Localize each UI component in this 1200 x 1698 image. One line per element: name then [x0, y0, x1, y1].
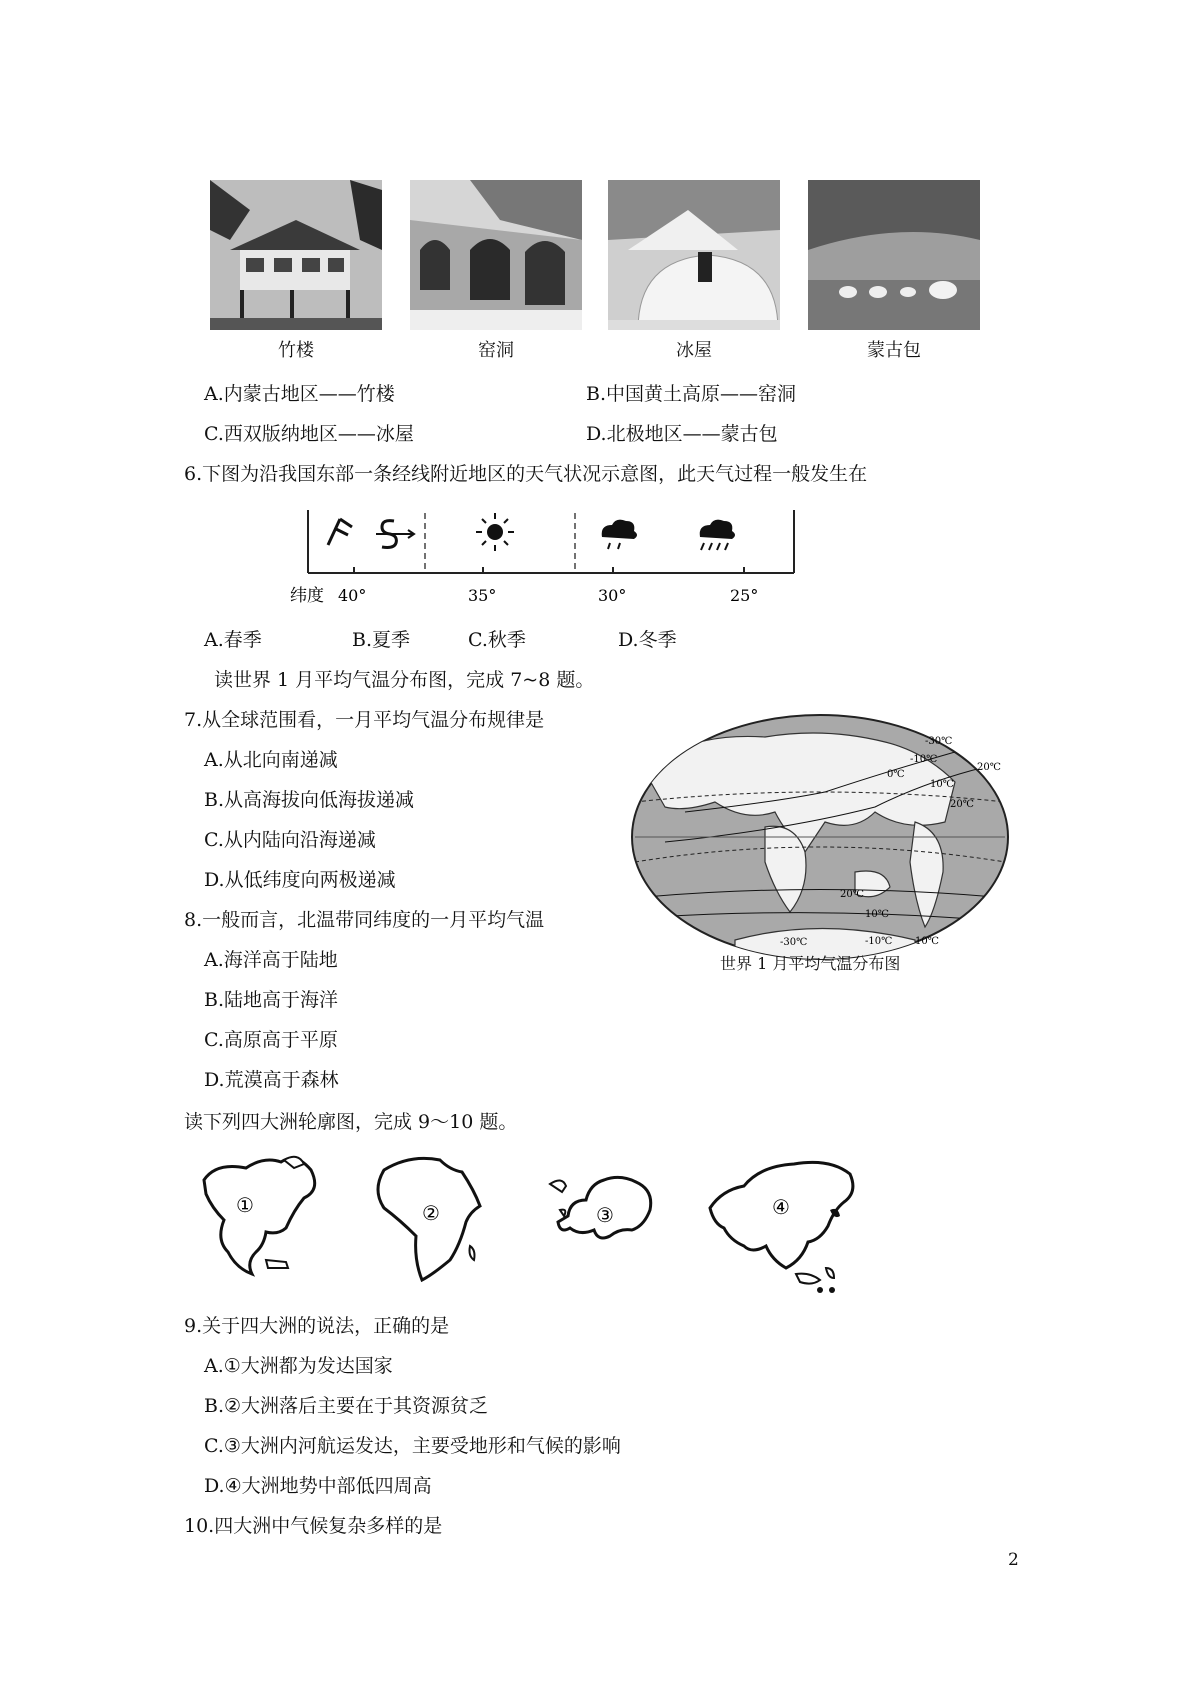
isotherm-label: 20℃: [977, 762, 1001, 773]
photo-caption: 竹楼: [278, 340, 314, 361]
q8-stem: 8.一般而言，北温带同纬度的一月平均气温: [184, 909, 545, 931]
q5-option-d: D.北极地区——蒙古包: [586, 423, 778, 445]
latitude-axis-label: 纬度: [290, 586, 324, 605]
continent-label: ②: [422, 1201, 440, 1225]
continent-label: ①: [236, 1193, 254, 1217]
q7-option-b: B.从高海拔向低海拔递减: [204, 789, 415, 811]
isotherm-label: -30℃: [925, 736, 953, 747]
isotherm-label: 10℃: [915, 936, 939, 947]
continent-label: ③: [596, 1203, 614, 1227]
q7-stem: 7.从全球范围看，一月平均气温分布规律是: [184, 709, 545, 731]
intro-q7-8: 读世界 1 月平均气温分布图，完成 7~8 题。: [214, 669, 595, 691]
q7-option-d: D.从低纬度向两极递减: [204, 869, 396, 891]
q7-option-a: A.从北向南递减: [204, 749, 338, 771]
isotherm-label: 20℃: [950, 799, 974, 810]
photo-caption: 冰屋: [676, 340, 712, 361]
page-number: 2: [1008, 1550, 1019, 1570]
weather-diagram: [290, 505, 810, 605]
cave-dwelling-photo: [410, 180, 582, 330]
intro-q9-10: 读下列四大洲轮廓图，完成 9～10 题。: [184, 1111, 518, 1133]
q8-option-b: B.陆地高于海洋: [204, 989, 339, 1011]
q6-option-d: D.冬季: [618, 629, 677, 651]
q6-option-c: C.秋季: [468, 629, 526, 651]
q9-stem: 9.关于四大洲的说法，正确的是: [184, 1315, 450, 1337]
isotherm-label: -30℃: [780, 937, 808, 948]
map-caption: 世界 1 月平均气温分布图: [720, 954, 901, 973]
isotherm-label: 10℃: [930, 779, 954, 790]
isotherm-label: 10℃: [865, 909, 889, 920]
world-january-temperature-map: [625, 712, 1015, 970]
q7-option-c: C.从内陆向沿海递减: [204, 829, 376, 851]
isotherm-label: -10℃: [865, 936, 893, 947]
continent-outline-africa: [370, 1150, 490, 1285]
cold-front-wind-icon: [328, 519, 352, 545]
continent-label: ④: [772, 1195, 790, 1219]
latitude-tick: 25°: [730, 586, 759, 605]
isotherm-label: 20℃: [840, 889, 864, 900]
q5-option-c: C.西双版纳地区——冰屋: [204, 423, 414, 445]
photo-caption: 窑洞: [478, 340, 514, 361]
sunny-icon: [476, 513, 514, 551]
latitude-tick: 30°: [598, 586, 627, 605]
q9-option-b: B.②大洲落后主要在于其资源贫乏: [204, 1395, 489, 1417]
latitude-tick: 35°: [468, 586, 497, 605]
continent-outline-north-america: [186, 1150, 336, 1280]
isotherm-label: 0℃: [887, 769, 905, 780]
yurt-photo: [808, 180, 980, 330]
q10-stem: 10.四大洲中气候复杂多样的是: [184, 1515, 443, 1537]
bamboo-house-photo: [210, 180, 382, 330]
q6-stem: 6.下图为沿我国东部一条经线附近地区的天气状况示意图，此天气过程一般发生在: [184, 463, 868, 485]
q9-option-c: C.③大洲内河航运发达，主要受地形和气候的影响: [204, 1435, 621, 1457]
continent-outline-asia: [700, 1150, 865, 1300]
igloo-photo: [608, 180, 780, 330]
heavy-rain-icon: [700, 520, 735, 550]
q9-option-a: A.①大洲都为发达国家: [204, 1355, 393, 1377]
isotherm-label: -10℃: [910, 754, 938, 765]
q9-option-d: D.④大洲地势中部低四周高: [204, 1475, 432, 1497]
sandstorm-icon: [376, 521, 414, 548]
latitude-tick: 40°: [338, 586, 367, 605]
q5-option-a: A.内蒙古地区——竹楼: [204, 383, 395, 405]
continent-outline-europe: [540, 1170, 660, 1250]
q8-option-c: C.高原高于平原: [204, 1029, 338, 1051]
q6-option-b: B.夏季: [352, 629, 411, 651]
photo-caption: 蒙古包: [867, 340, 921, 361]
light-rain-icon: [602, 520, 637, 549]
q5-option-b: B.中国黄土高原——窑洞: [586, 383, 797, 405]
q6-option-a: A.春季: [204, 629, 262, 651]
q8-option-d: D.荒漠高于森林: [204, 1069, 339, 1091]
q8-option-a: A.海洋高于陆地: [204, 949, 338, 971]
